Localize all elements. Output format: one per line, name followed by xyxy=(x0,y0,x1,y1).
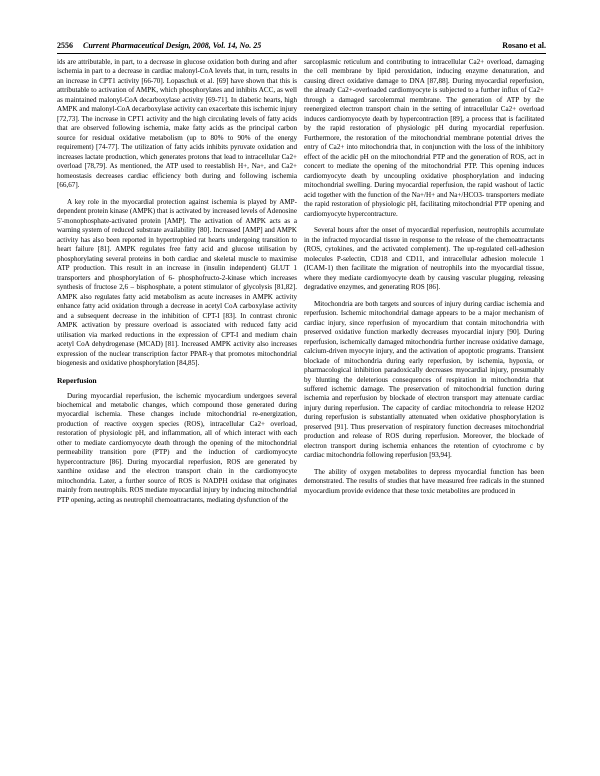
paragraph: Several hours after the onset of myocardial reperfusion, neutrophils accumulate in the infracted myocardial tissue in response to the release of the chemoattractants (ROS, cytokines, and the activated complement). The up-regulated cell-adhesion molecules P-selectin, CD18 and CD11, and intracellular adhesion molecule 1 (ICAM-1) then facilitate the migration of neutrophils into the myocardial tissue, where they mediate cardiomyocyte death by causing vascular plugging, releasing degradative enzymes, and generating ROS [86]. xyxy=(304,226,544,292)
paragraph: A key role in the myocardial protection against ischemia is played by AMP-dependent protein kinase (AMPK) that is activated by increased levels of Adenosine 5'-monophosphate-activated protein [AMP]. The activation of AMPK acts as a warning system of reduced substrate availability [80]. Increased [AMP] and AMPK activity has also been reported in hypertrophied rat hearts undergoing transition to heart failure [81]. AMPK regulates free fatty acid and glucose utilisation by phosphorylating several proteins in both cardiac and skeletal muscle to maximise ATP production. This result in an increase in (insulin independent) GLUT 1 transporters and phosphorylation of 6- phosphofructo-2-kinase which increases synthesis of fructose 2,6 – bisphosphate, a potent stimulator of glycolysis [81,82]. AMPK also regulates fatty acid metabolism as acute increases in AMPK activity enhance fatty acid oxidation through a decrease in acetyl CoA carboxylase activity and a subsequent decrease in the inhibition of CPT-I [83]. In contrast chronic AMPK activation by pressure overload is associated with reduced fatty acid utilisation via marked reductions in the expression of CPT-I and medium chain acetyl CoA dehydrogenase (MCAD) [81]. Increased AMPK activity also increases expression of the nuclear transcription factor PPAR-γ that promotes mitochondrial biogenesis and oxidative phosphorylation [84,85]. xyxy=(57,197,297,368)
page-number: 2556 xyxy=(57,41,73,50)
right-column xyxy=(304,58,544,503)
paragraph: The ability of oxygen metabolites to depress myocardial function has been demonstrated. The results of studies that have measured free radicals in the stunned myocardium provide evidence that these toxic metabolites are produced in xyxy=(304,467,544,495)
section-heading: Reperfusion xyxy=(57,375,97,385)
journal-citation: Current Pharmaceutical Design, 2008, Vol. 14, No. 25 xyxy=(83,41,262,50)
paragraph: sarcoplasmic reticulum and contributing to intracellular Ca2+ overload, damaging the cell membrane by lipid peroxidation, inducing enzyme denaturation, and causing direct oxidative damage to DNA [87,88]. During myocardial reperfusion, the already Ca2+-overloaded cardiomyocyte is subjected to a further influx of Ca2+ through a damaged sarcolemmal membrane. The generation of ATP by the reenergized electron transport chain in the setting of intracellular Ca2+ overload induces cardiomyocyte death by hypercontraction [89], a process that is facilitated by the rapid restoration of physiologic pH during myocardial reperfusion. Furthermore, the restoration of the mitochondrial membrane potential drives the entry of Ca2+ into mitochondria that, in conjunction with the loss of the inhibitory effect of the acidic pH on the mitochondrial PTP and the generation of ROS, act in concert to mediate the opening of the mitochondrial PTP. This opening induces cardiomyocyte death by uncoupling oxidative phosphorylation and inducing mitochondrial swelling. During myocardial reperfusion, the rapid washout of lactic acid together with the function of the Na+/H+ and Na+/HCO3- transporters mediate the rapid restoration of physiologic pH, facilitating mitochondrial PTP opening and cardiomyocyte hypercontracture. xyxy=(304,58,544,218)
header-authors: Rosano et al. xyxy=(502,41,546,50)
left-column xyxy=(57,58,297,512)
paragraph: During myocardial reperfusion, the ischemic myocardium undergoes several biochemical and metabolic changes, which compound those generated during myocardial ischemia. These changes include mitochondrial re-energization, production of reactive oxygen species (ROS), intracellular Ca2+ overload, restoration of physiologic pH, and inflammation, all of which interact with each other to mediate cardiomyocyte death through the opening of the mitochondrial permeability transition pore (PTP) and the induction of cardiomyocyte hypercontracture [86]. During myocardial reperfusion, ROS are generated by xanthine oxidase and the electron transport chain in the cardiomyocyte mitochondria. Later, a further source of ROS is NADPH oxidase that originates mainly from neutrophils. ROS mediate myocardial injury by inducing mitochondrial PTP opening, acting as neutrophil chemoattractants, mediating dysfunction of the xyxy=(57,391,297,504)
header-left xyxy=(57,40,261,52)
paragraph: ids are attributable, in part, to a decrease in glucose oxidation both during and after ischemia in part to a decrease in cardiac malonyl-CoA levels that, in turn, results in an increase in CPT1 activity [66-70]. Lopaschuk et al. [69] have shown that this is attributable to activation of AMPK, which phosphorylates and inhibits ACC, as well as maintained malonyl-CoA decarboxylase activity [69-71]. In diabetic hearts, high AMPK and malonyl-CoA decarboxylase activity can exacerbate this ischemic injury [72,73]. The increase in CPT1 activity and the high circulating levels of fatty acids that are observed following ischemia, make fatty acids as the principal carbon source for residual oxidative metabolism (up to 80% to 90% of the energy requirement) [74-77]. The utilization of fatty acids inhibits pyruvate oxidation and increases lactate production, which generates protons that lead to intracellular Ca2+ overload [78,79]. As mentioned, the ATP used to reestablish H+, Na+, and Ca2+ homeostasis decreases cardiac efficiency both during and following ischemia [66,67]. xyxy=(57,58,297,190)
header-rule xyxy=(57,53,546,54)
running-header xyxy=(57,40,546,54)
paragraph: Mitochondria are both targets and sources of injury during cardiac ischemia and reperfusion. Ischemic mitochondrial damage appears to be a major mechanism of cardiac injury, since reperfusion of myocardium that contain mitochondria with preserved oxidative function markedly decreases myocardial injury [90]. During reperfusion, ischemically damaged mitochondria further increase oxidative damage, calcium-driven myocyte injury, and the activation of apoptotic programs. Transient blockade of mitochondria during early reperfusion, by ischemia, hypoxia, or pharmacological inhibition paradoxically decreases myocardial injury, presumably by blunting the deleterious consequences of respiration in mitochondria that suffered ischemic damage. The preservation of mitochondrial function during ischemia and reperfusion by blockade of electron transport may attenuate cardiac injury during reperfusion. The capacity of cardiac mitochondria to release H2O2 during reperfusion is substantially attenuated when oxidative phosphorylation is preserved [91]. Thus preservation of respiratory function decreases mitochondrial production and release of ROS during reperfusion. Moreover, the blockade of electron transport during ischemia enhances the retention of cytochrome c by cardiac mitochondria following reperfusion [93,94]. xyxy=(304,299,544,460)
